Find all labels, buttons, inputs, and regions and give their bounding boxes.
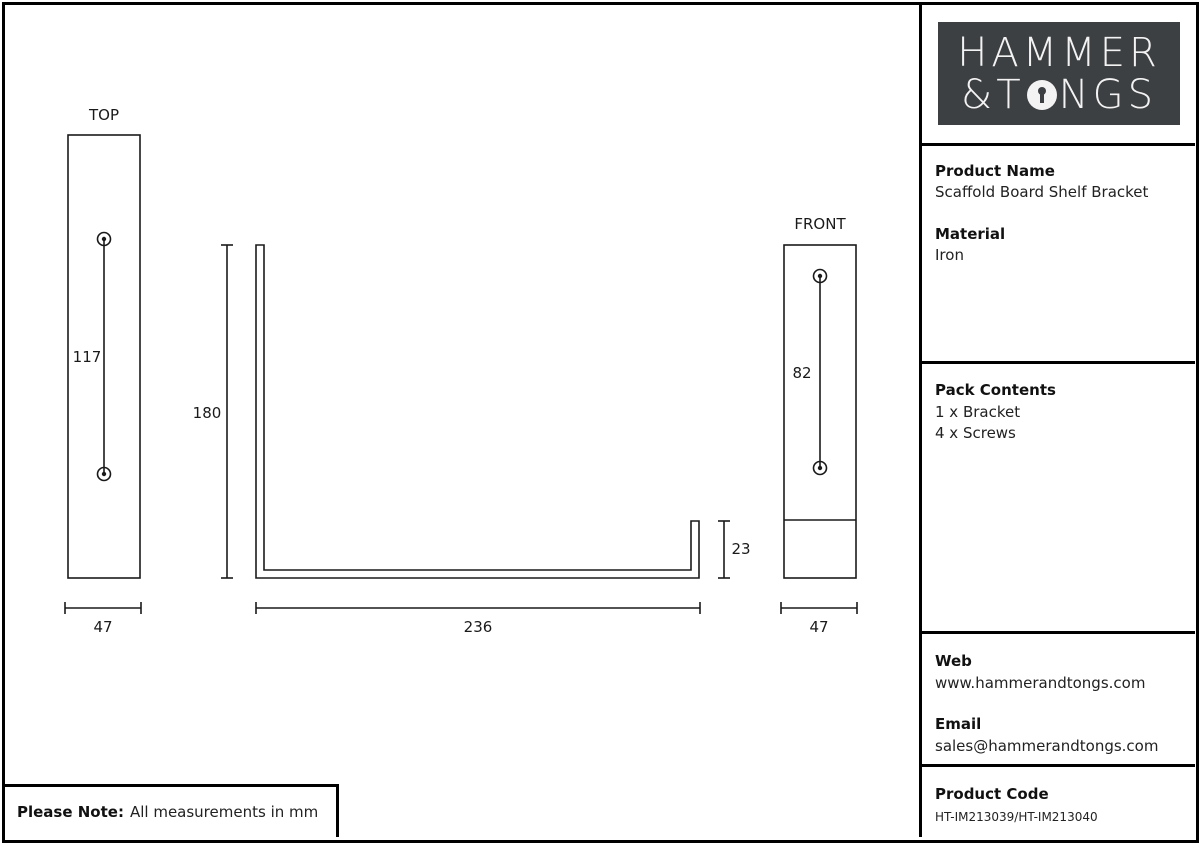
material-value: Iron <box>935 246 964 264</box>
product-name-label: Product Name <box>935 162 1055 180</box>
web-link[interactable]: www.hammerandtongs.com <box>935 674 1146 692</box>
email-label: Email <box>935 715 982 733</box>
logo-cell <box>922 5 1195 146</box>
pack-item: 4 x Screws <box>935 424 1016 442</box>
hammer-and-tongs-logo <box>938 22 1180 125</box>
note-label: Please Note: <box>17 803 124 821</box>
pack-contents-cell <box>922 364 1195 634</box>
drawing-svg <box>5 5 919 837</box>
height-label: 180 <box>192 404 222 422</box>
contact-cell <box>922 634 1195 767</box>
front-hole-spacing-label: 82 <box>792 364 812 382</box>
product-details-cell <box>922 146 1195 364</box>
product-code-label: Product Code <box>935 785 1049 803</box>
product-name-value: Scaffold Board Shelf Bracket <box>935 183 1149 201</box>
product-code-cell <box>922 767 1195 837</box>
pack-contents-label: Pack Contents <box>935 381 1056 399</box>
top-hole-spacing-label: 117 <box>72 348 102 366</box>
logo-ampersand: & <box>961 71 997 118</box>
logo-line-2 <box>961 71 1157 118</box>
material-label: Material <box>935 225 1006 243</box>
bracket-side-profile <box>256 245 699 578</box>
keyhole-icon <box>1027 80 1057 110</box>
logo-line-1: HAMMER <box>957 29 1161 76</box>
product-code-value: HT-IM213039/HT-IM213040 <box>935 810 1098 824</box>
measurement-note <box>5 784 339 837</box>
top-width-label: 47 <box>93 618 113 636</box>
note-text: All measurements in mm <box>129 803 319 821</box>
length-label: 236 <box>463 618 493 636</box>
title-block <box>919 5 1195 837</box>
email-link[interactable]: sales@hammerandtongs.com <box>935 737 1159 755</box>
front-width-label: 47 <box>809 618 829 636</box>
top-view-title: TOP <box>88 106 120 124</box>
logo-t: T <box>996 71 1025 118</box>
logo-ngs: NGS <box>1058 71 1157 118</box>
lip-height-label: 23 <box>731 540 751 558</box>
front-view-title: FRONT <box>794 215 846 233</box>
web-label: Web <box>935 652 972 670</box>
pack-item: 1 x Bracket <box>935 403 1021 421</box>
technical-drawing <box>5 5 919 837</box>
